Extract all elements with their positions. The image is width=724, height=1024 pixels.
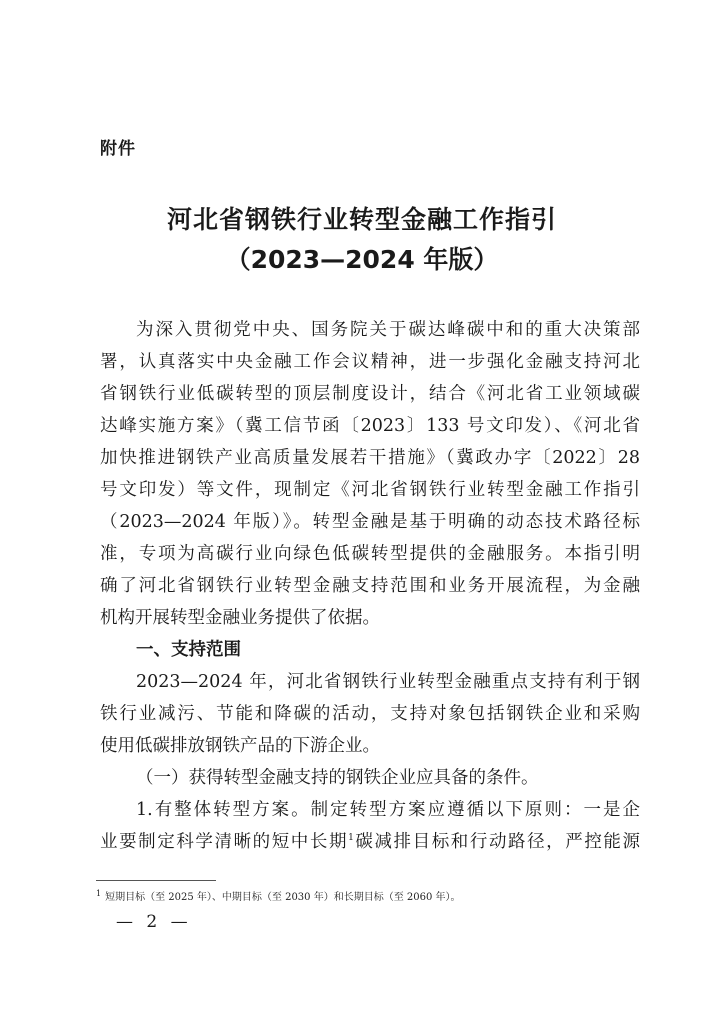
intro-line: 省钢铁行业低碳转型的顶层制度设计，结合《河北省工业领域碳	[100, 384, 640, 404]
intro-line: 准，专项为高碳行业向绿色低碳转型提供的金融服务。本指引明	[100, 544, 640, 564]
intro-line: 加快推进钢铁产业高质量发展若干措施》（冀政办字〔2022〕28	[100, 448, 640, 468]
footnote	[96, 888, 461, 903]
intro-paragraph	[100, 314, 640, 858]
document-title: 河北省钢铁行业转型金融工作指引	[166, 205, 557, 234]
footnote-mark: 1	[96, 888, 102, 898]
item-text: 业要制定科学清晰的短中长期	[100, 832, 349, 852]
intro-line: 确了河北省钢铁行业转型金融支持范围和业务开展流程，为金融	[100, 576, 640, 596]
footnote-text: 短期目标（至 2025 年）、中期目标（至 2030 年）和长期目标（至 2060 年）。	[105, 892, 461, 903]
section-line: 2023—2024 年，河北省钢铁行业转型金融重点支持有利于钢	[136, 672, 640, 692]
intro-line: 为深入贯彻党中央、国务院关于碳达峰碳中和的重大决策部	[136, 320, 640, 340]
document-subtitle-edition: （2023—2024 年版）	[225, 245, 499, 274]
section-heading-support-scope: 一、支持范围	[136, 640, 241, 660]
subsection-heading-conditions: （一）获得转型金融支持的钢铁企业应具备的条件。	[136, 768, 539, 788]
footnote-divider	[96, 880, 216, 881]
page-number: — 2 —	[116, 912, 192, 932]
intro-line: 机构开展转型金融业务提供了依据。	[100, 608, 380, 628]
attachment-label: 附件	[100, 139, 136, 159]
item-text: 碳减排目标和行动路径，严控能源	[353, 832, 641, 852]
intro-line: （2023—2024 年版）》。转型金融是基于明确的动态技术路径标	[100, 512, 640, 532]
item-line: 1.有整体转型方案。制定转型方案应遵循以下原则：一是企	[136, 800, 640, 820]
intro-line: 署，认真落实中央金融工作会议精神，进一步强化金融支持河北	[100, 352, 640, 372]
item-line-with-footnote	[100, 826, 640, 858]
intro-line: 达峰实施方案》（冀工信节函〔2023〕133 号文印发）、《河北省	[100, 416, 640, 436]
footnote-reference: 1	[348, 833, 354, 844]
section-line: 铁行业减污、节能和降碳的活动，支持对象包括钢铁企业和采购	[100, 704, 640, 724]
section-line: 使用低碳排放钢铁产品的下游企业。	[100, 736, 380, 756]
intro-line: 号文印发）等文件，现制定《河北省钢铁行业转型金融工作指引	[100, 480, 640, 500]
